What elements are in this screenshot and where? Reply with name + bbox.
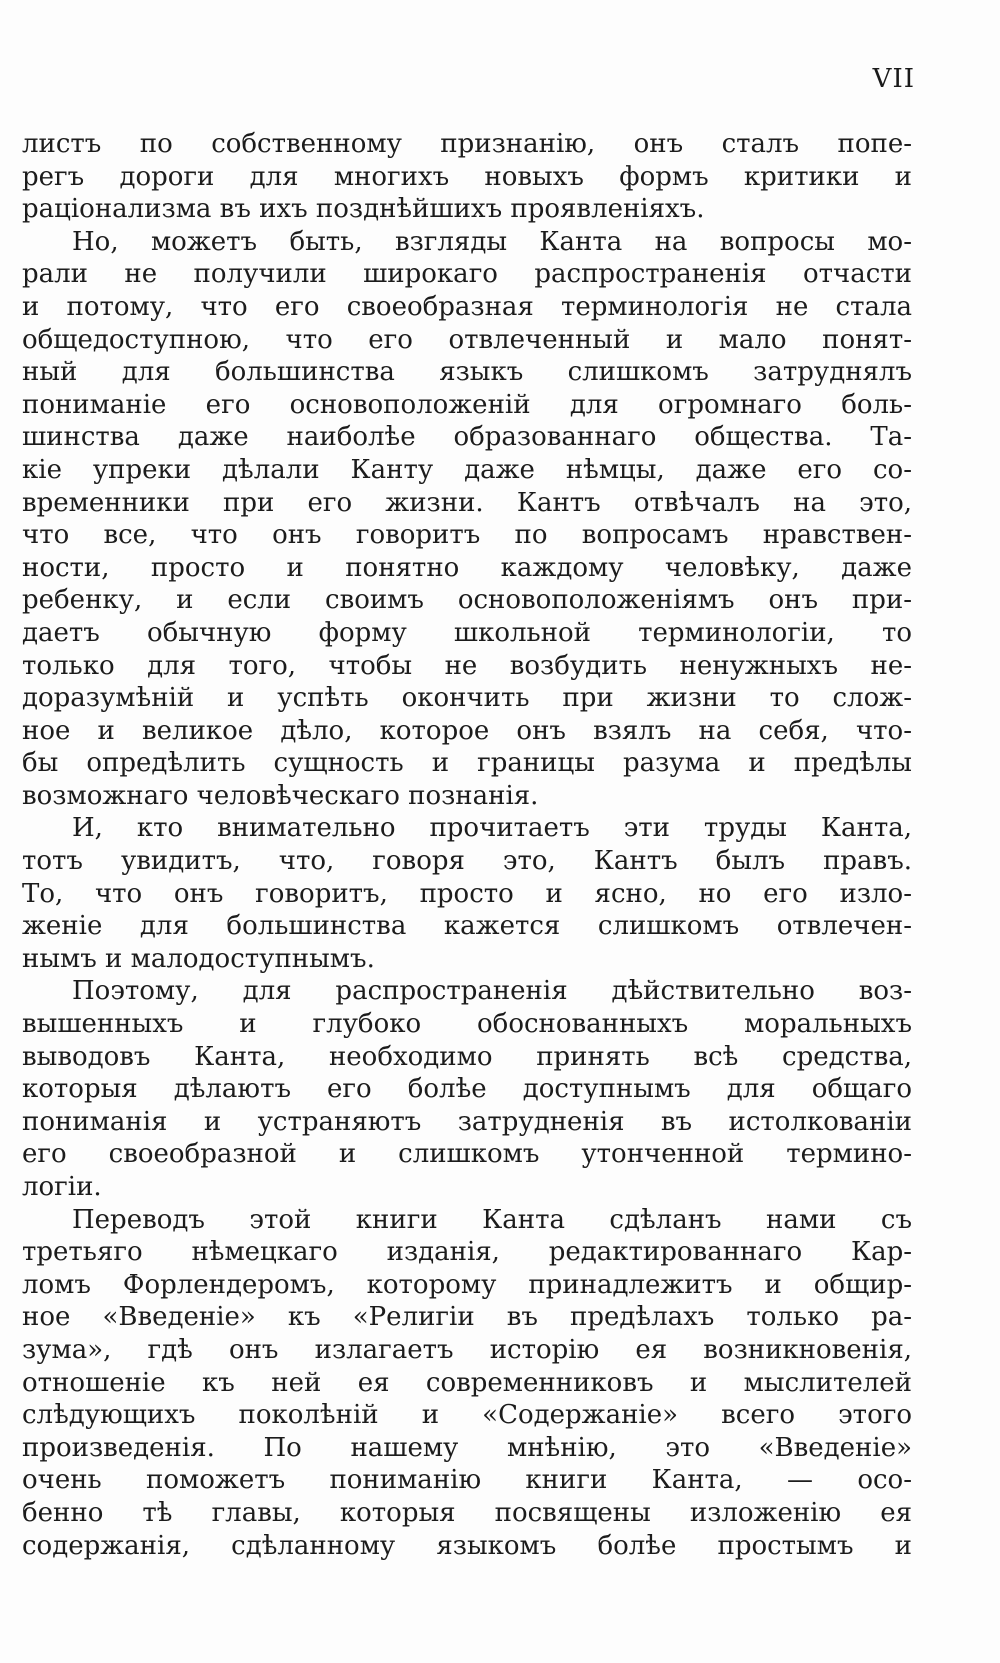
text-line: тотъ увидитъ, что, говоря это, Кантъ былъ правъ. <box>22 846 912 877</box>
text-line: пониманія и устраняютъ затрудненія въ истолкованіи <box>22 1106 912 1137</box>
text-line: То, что онъ говоритъ, просто и ясно, но его изло- <box>22 878 912 909</box>
text-line: ребенку, и если своимъ основоположеніямъ онъ при- <box>22 585 912 616</box>
text-line: бенно тѣ главы, которыя посвящены изложенію ея <box>22 1497 912 1528</box>
text-line: и потому, что его своеобразная терминологія не стала <box>22 291 912 322</box>
text-line: шинства даже наиболѣе образованнаго общества. Та- <box>22 422 912 453</box>
text-line: ломъ Форлендеромъ, которому принадлежитъ и общир- <box>22 1269 912 1300</box>
text-line: пониманіе его основоположеній для огромнаго боль- <box>22 389 912 420</box>
text-line: регъ дороги для многихъ новыхъ формъ критики и <box>22 161 912 192</box>
text-line: возможнаго человѣческаго познанія. <box>22 780 539 811</box>
text-line: ности, просто и понятно каждому человѣку, даже <box>22 552 912 583</box>
text-line: зума», гдѣ онъ излагаетъ исторію ея возникновенія, <box>22 1334 912 1365</box>
text-line: общедоступною, что его отвлеченный и мало понят- <box>22 324 912 355</box>
paragraph <box>22 812 912 975</box>
text-line: кіе упреки дѣлали Канту даже нѣмцы, даже его со- <box>22 454 912 485</box>
text-line: ный для большинства языкъ слишкомъ затруднялъ <box>22 357 912 388</box>
text-line: рали не получили широкаго распространенія отчасти <box>22 259 912 290</box>
text-line: его своеобразной и слишкомъ утонченной термино- <box>22 1139 912 1170</box>
text-line: которыя дѣлаютъ его болѣе доступнымъ для общаго <box>22 1074 912 1105</box>
text-line: только для того, чтобы не возбудить ненужныхъ не- <box>22 650 912 681</box>
paragraph <box>22 1204 912 1563</box>
paragraph <box>22 226 912 813</box>
text-line: третьяго нѣмецкаго изданія, редактированнаго Кар- <box>22 1237 912 1268</box>
text-line: ное и великое дѣло, которое онъ взялъ на себя, что- <box>22 715 912 746</box>
text-line: И, кто внимательно прочитаетъ эти труды Канта, <box>72 813 912 844</box>
text-line: нымъ и малодоступнымъ. <box>22 943 375 974</box>
text-line: бы опредѣлить сущность и границы разума и предѣлы <box>22 748 912 779</box>
text-line: даетъ обычную форму школьной терминологіи, то <box>22 617 912 648</box>
text-line: доразумѣній и успѣть окончить при жизни то слож- <box>22 683 912 714</box>
text-line: женіе для большинства кажется слишкомъ отвлечен- <box>22 911 912 942</box>
text-line: слѣдующихъ поколѣній и «Содержаніе» всего этого <box>22 1400 912 1431</box>
text-line: ное «Введеніе» къ «Религіи въ предѣлахъ только ра- <box>22 1302 912 1333</box>
text-line: временники при его жизни. Кантъ отвѣчалъ на это, <box>22 487 912 518</box>
text-line: раціонализма въ ихъ позднѣйшихъ проявленіяхъ. <box>22 194 705 225</box>
text-line: листъ по собственному признанію, онъ сталъ попе- <box>22 129 912 159</box>
text-line: отношеніе къ ней ея современниковъ и мыслителей <box>22 1367 912 1398</box>
text-line: содержанія, сдѣланному языкомъ болѣе простымъ и <box>22 1530 912 1561</box>
page-number: VII <box>872 64 915 94</box>
body-text <box>22 128 912 1562</box>
text-line: Но, можетъ быть, взгляды Канта на вопросы мо- <box>72 226 912 257</box>
text-line: логіи. <box>22 1172 102 1202</box>
text-line: вышенныхъ и глубоко обоснованныхъ моральныхъ <box>22 1009 912 1040</box>
text-line: очень поможетъ пониманію книги Канта, — осо- <box>22 1465 912 1496</box>
text-line: что все, что онъ говоритъ по вопросамъ нравствен- <box>22 520 912 551</box>
text-line: Переводъ этой книги Канта сдѣланъ нами съ <box>72 1204 912 1235</box>
paragraph <box>22 975 912 1203</box>
paragraph <box>22 128 912 226</box>
text-line: произведенія. По нашему мнѣнію, это «Введеніе» <box>22 1432 912 1463</box>
text-line: выводовъ Канта, необходимо принять всѣ средства, <box>22 1041 912 1072</box>
text-line: Поэтому, для распространенія дѣйствительно воз- <box>72 976 912 1007</box>
